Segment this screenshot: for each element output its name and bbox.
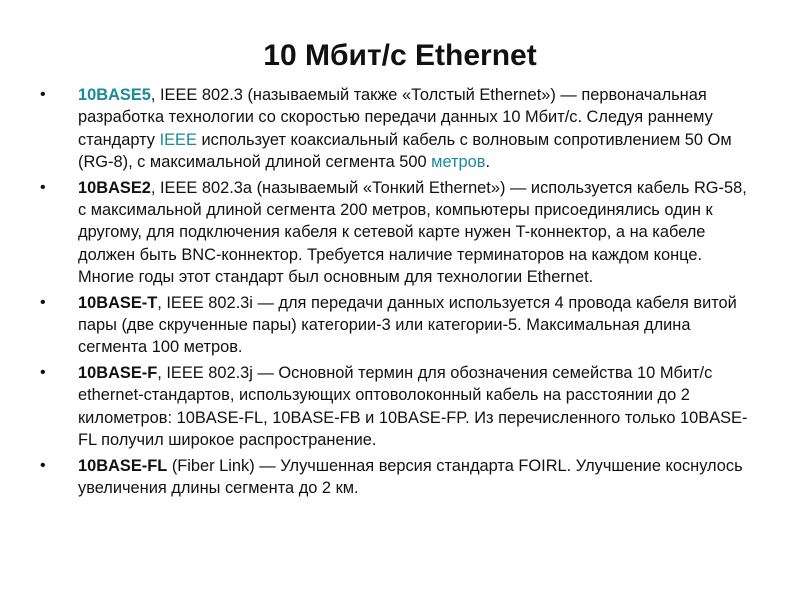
term-10base-f: 10BASE-F [78, 363, 158, 382]
bullet-item-10base-f [34, 362, 754, 452]
bullet-item-10base-fl [34, 455, 754, 500]
term-10base-fl: 10BASE-FL [78, 456, 168, 475]
bullet-dot: • [40, 293, 46, 311]
bullet-dot: • [40, 178, 46, 196]
bullet-dot: • [40, 456, 46, 474]
link-metrov[interactable]: метров [431, 153, 486, 172]
term-10base-t: 10BASE-T [78, 293, 158, 312]
term-10base5[interactable]: 10BASE5 [78, 86, 151, 104]
bullet-dot: • [40, 363, 46, 381]
item-text: , IEEE 802.3a (называемый «Тонкий Ethernet») — используется кабель RG-58, с максимальной длиной сегмента 200 метров, компьютеры присоединялись один к другому, для подключения кабеля к сетевой карте нужен T-коннектор, а на кабеле должен быть BNC-коннектор. Требуется наличие терминаторов на каждом конце. Многие годы этот стандарт был основным для технологии Ethernet. [78, 178, 747, 287]
item-text: , IEEE 802.3j — Основной термин для обозначения семейства 10 Мбит/с ethernet-стандартов, использующих оптоволоконный кабель на расстоянии до 2 километров: 10BASE-FL, 10BASE-FB и 10BASE-FP. Из перечисленного только 10BASE-FL получил широкое распространение. [78, 363, 748, 450]
bullet-item-10base5 [34, 84, 754, 174]
item-text: использует коаксиальный кабель с волновым сопротивлением 50 Ом (RG-8), с максимальной длиной сегмента 500 [78, 130, 732, 172]
slide-title: 10 Мбит/с Ethernet [263, 39, 537, 72]
item-text: . [485, 153, 491, 172]
item-text: , IEEE 802.3 (называемый также «Толстый Ethernet») — первоначальная разработка технологии со скоростью передачи данных 10 Мбит/с. Следуя раннему стандарту [78, 86, 713, 149]
bullet-item-10base2 [34, 177, 754, 289]
item-text: , IEEE 802.3i — для передачи данных используется 4 провода кабеля витой пары (две скрученные пары) категории-3 или категории-5. Максимальная длина сегмента 100 метров. [78, 293, 737, 357]
bullet-dot: • [40, 86, 46, 103]
term-10base2: 10BASE2 [78, 178, 151, 197]
bullet-list [34, 84, 754, 502]
bullet-item-10base-t [34, 292, 754, 359]
item-text: (Fiber Link) — Улучшенная версия стандарта FOIRL. Улучшение коснулось увеличения длины сегмента до 2 км. [78, 456, 743, 497]
link-ieee[interactable]: IEEE [159, 130, 197, 149]
